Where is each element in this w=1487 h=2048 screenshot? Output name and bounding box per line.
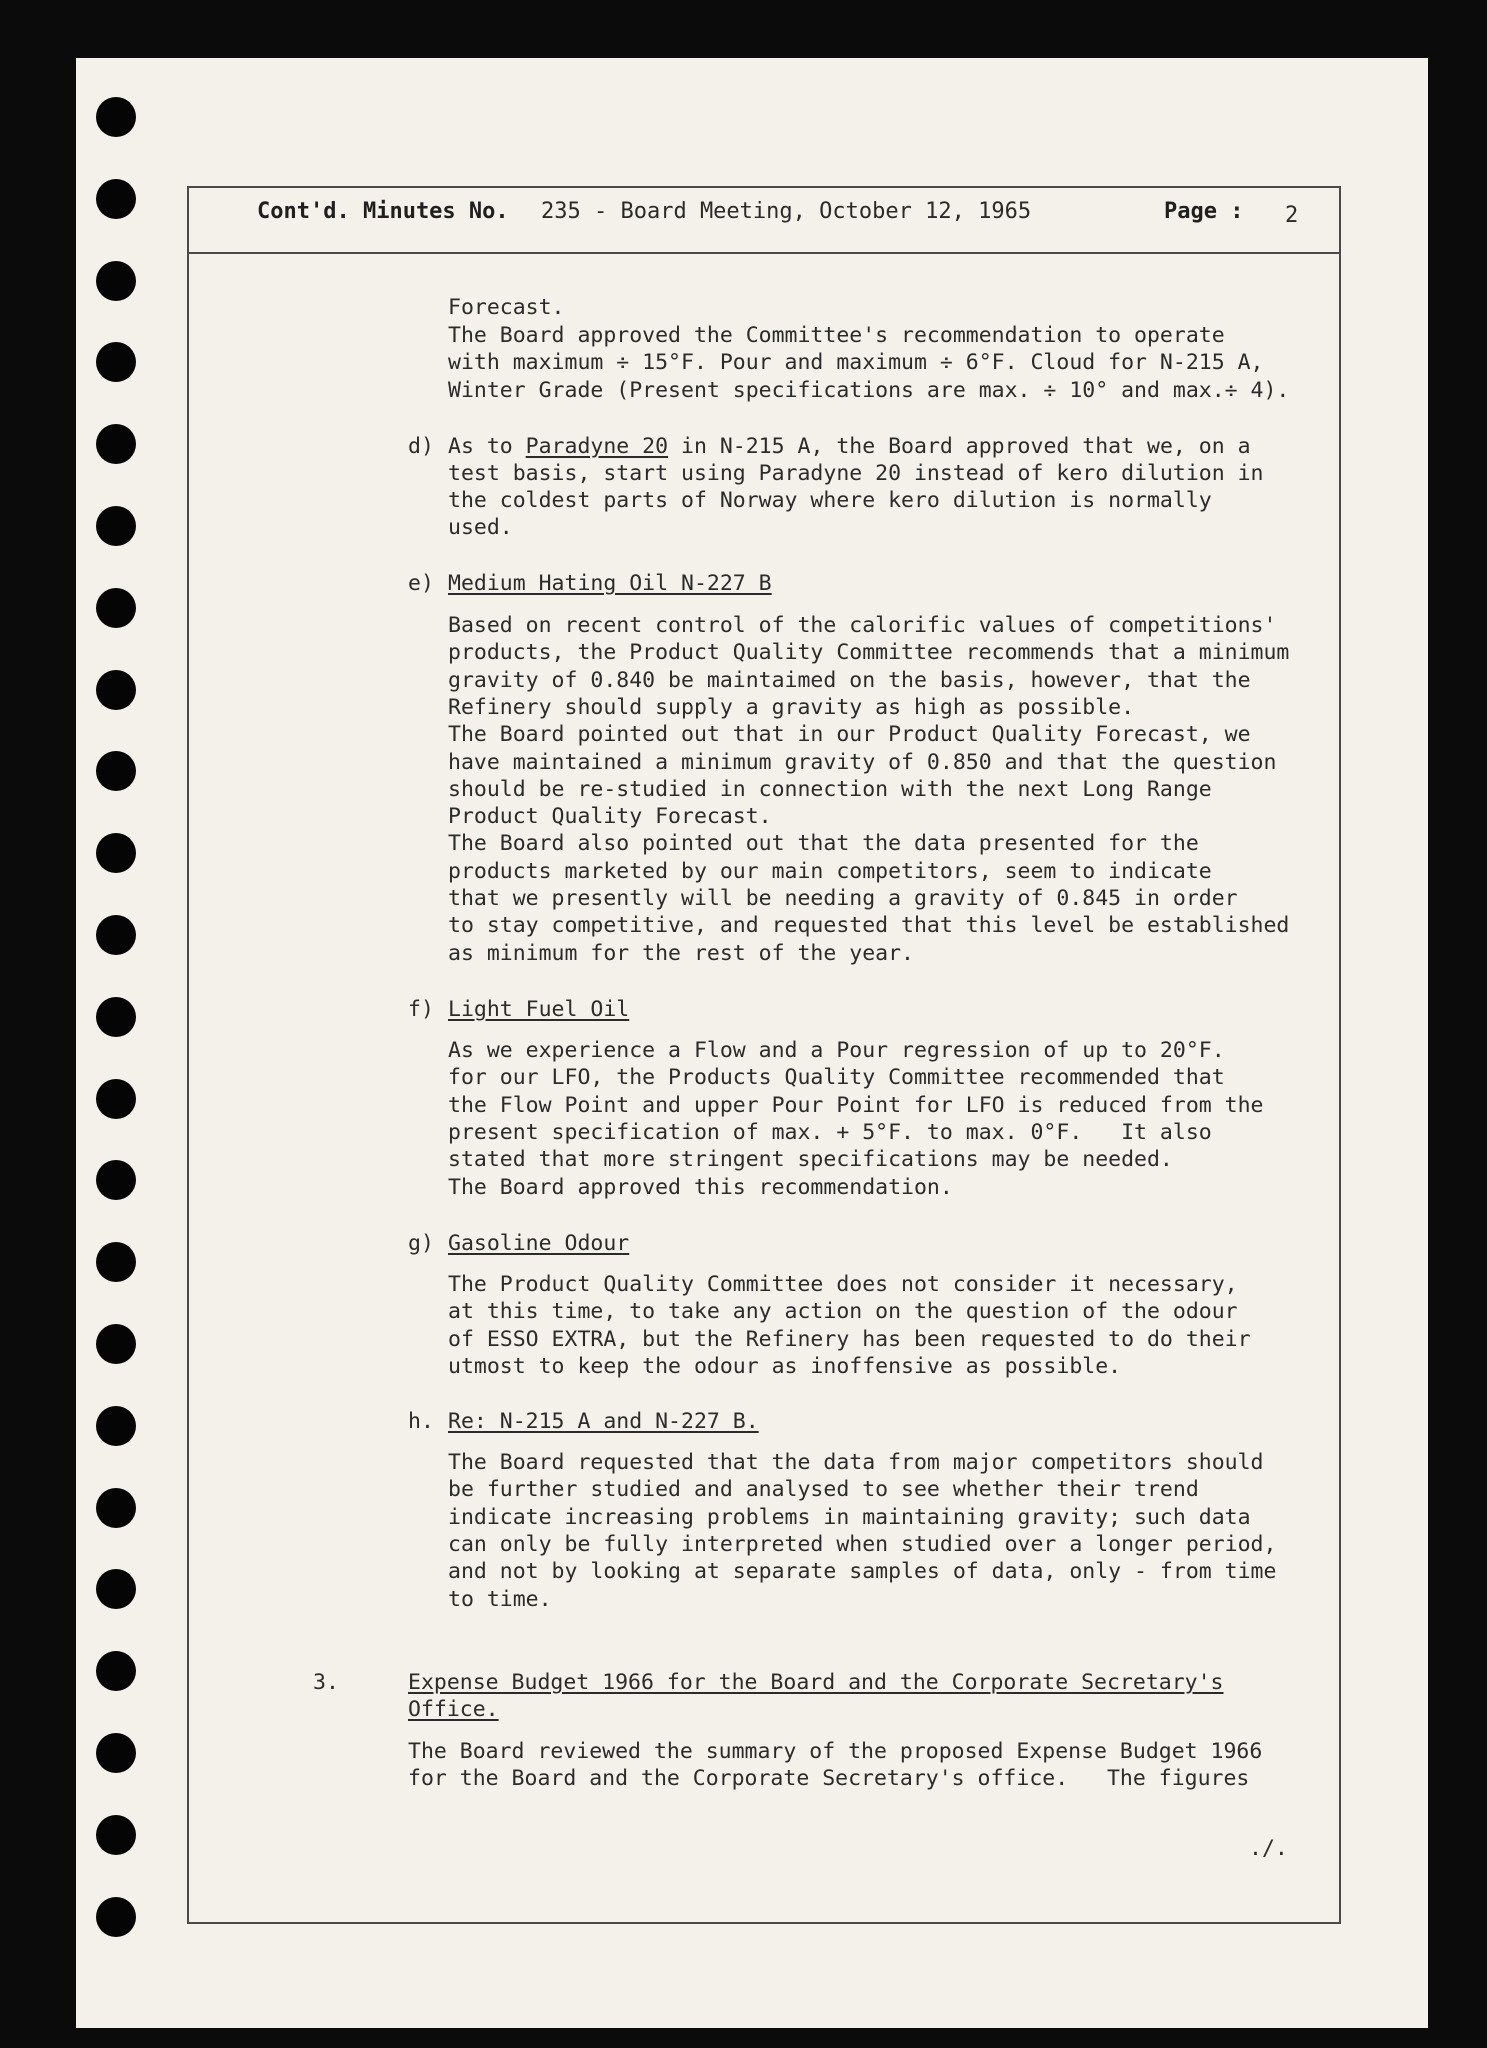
binder-hole [96, 424, 136, 464]
continuation-mark: ./. [1249, 1836, 1288, 1861]
binder-hole [96, 1488, 136, 1528]
item-h-line: be further studied and analysed to see whether their trend [448, 1477, 1199, 1503]
binder-hole [96, 588, 136, 628]
item-e-line: to stay competitive, and requested that this level be established [448, 913, 1290, 939]
section-3-line: The Board reviewed the summary of the proposed Expense Budget 1966 [408, 1739, 1263, 1764]
item-f-line: stated that more stringent specifications may be needed. [448, 1147, 1173, 1173]
item-d-line: used. [448, 515, 513, 540]
section-3-line: for the Board and the Corporate Secretary's office. The figures [408, 1766, 1250, 1791]
item-e-line: Product Quality Forecast. [448, 804, 772, 830]
binder-hole [96, 506, 136, 546]
item-f-line: the Flow Point and upper Pour Point for LFO is reduced from the [448, 1092, 1264, 1118]
binder-hole [96, 997, 136, 1037]
binder-hole [96, 97, 136, 137]
binder-hole [96, 1651, 136, 1691]
item-h-line: to time. [448, 1586, 552, 1612]
binder-hole [96, 261, 136, 301]
item-d-underlined: Paradyne 20 [525, 434, 669, 459]
item-e-line: The Board pointed out that in our Product Quality Forecast, we [448, 722, 1251, 748]
section-3-number: 3. [313, 1670, 339, 1695]
item-d-line: As to Paradyne 20 in N-215 A, the Board approved that we, on a [448, 434, 1251, 459]
intro-line: with maximum ÷ 15°F. Pour and maximum ÷ 6°F. Cloud for N-215 A, [448, 350, 1264, 375]
item-g-label: g) [408, 1231, 434, 1256]
intro-line: Forecast. [448, 295, 565, 320]
item-h-line: The Board requested that the data from major competitors should [448, 1450, 1264, 1475]
intro-line: Winter Grade (Present specifications are max. ÷ 10° and max.÷ 4). [448, 378, 1290, 403]
item-g-line: at this time, to take any action on the question of the odour [448, 1299, 1238, 1325]
header-page-label: Page : [1164, 199, 1244, 224]
binder-hole [96, 833, 136, 873]
section-3-heading: Expense Budget 1966 for the Board and the Corporate Secretary's [408, 1670, 1224, 1695]
item-g-heading: Gasoline Odour [448, 1231, 630, 1256]
item-e-line: should be re-studied in connection with the next Long Range [448, 776, 1212, 802]
binder-hole [96, 1733, 136, 1773]
item-e-line: products marketed by our main competitors, seem to indicate [448, 858, 1212, 884]
item-e-line: products, the Product Quality Committee recommends that a minimum [448, 640, 1290, 666]
binder-hole [96, 1897, 136, 1937]
item-d-label: d) [408, 434, 434, 459]
item-e-line: Refinery should supply a gravity as high as possible. [448, 694, 1135, 720]
item-h-label: h. [408, 1409, 434, 1434]
item-e-line: gravity of 0.840 be maintaimed on the basis, however, that the [448, 667, 1251, 693]
item-e-line: as minimum for the rest of the year. [448, 940, 914, 966]
header-divider [187, 252, 1339, 254]
item-g-line: utmost to keep the odour as inoffensive as possible. [448, 1353, 1122, 1379]
binder-hole [96, 1406, 136, 1446]
binder-hole [96, 915, 136, 955]
header-minutes-label: Cont'd. Minutes No. [257, 199, 509, 224]
item-e-heading: Medium Hating Oil N-227 B [448, 571, 772, 596]
binder-hole [96, 1815, 136, 1855]
item-e-line: that we presently will be needing a gravity of 0.845 in order [448, 886, 1238, 911]
section-3-heading: Office. [408, 1697, 499, 1722]
item-h-line: can only be fully interpreted when studied over a longer period, [448, 1531, 1277, 1557]
item-d-line: test basis, start using Paradyne 20 instead of kero dilution in [448, 461, 1264, 486]
item-d-line: the coldest parts of Norway where kero dilution is normally [448, 488, 1212, 513]
item-e-label: e) [408, 571, 434, 596]
item-g-line: of ESSO EXTRA, but the Refinery has been requested to do their [448, 1326, 1251, 1352]
item-h-heading: Re: N-215 A and N-227 B. [448, 1409, 759, 1434]
item-f-label: f) [408, 997, 434, 1022]
binder-hole [96, 1079, 136, 1119]
item-f-line: present specification of max. + 5°F. to max. 0°F. It also [448, 1119, 1212, 1145]
item-e-line: have maintained a minimum gravity of 0.850 and that the question [448, 749, 1277, 775]
item-f-line: The Board approved this recommendation. [448, 1174, 953, 1200]
item-f-heading: Light Fuel Oil [448, 997, 630, 1022]
item-f-line: As we experience a Flow and a Pour regression of up to 20°F. [448, 1038, 1225, 1063]
binder-hole [96, 1242, 136, 1282]
binder-hole [96, 1324, 136, 1364]
binder-hole [96, 670, 136, 710]
header-meeting: 235 - Board Meeting, October 12, 1965 [541, 199, 1032, 224]
item-e-line: Based on recent control of the calorific values of competitions' [448, 613, 1277, 638]
item-g-line: The Product Quality Committee does not consider it necessary, [448, 1272, 1238, 1297]
item-e-line: The Board also pointed out that the data presented for the [448, 831, 1199, 857]
header-page-number: 2 [1285, 203, 1299, 228]
item-f-line: for our LFO, the Products Quality Committee recommended that [448, 1065, 1225, 1091]
intro-line: The Board approved the Committee's recommendation to operate [448, 323, 1225, 348]
item-h-line: and not by looking at separate samples of data, only - from time [448, 1559, 1277, 1585]
item-h-line: indicate increasing problems in maintaining gravity; such data [448, 1504, 1251, 1530]
binder-hole [96, 179, 136, 219]
